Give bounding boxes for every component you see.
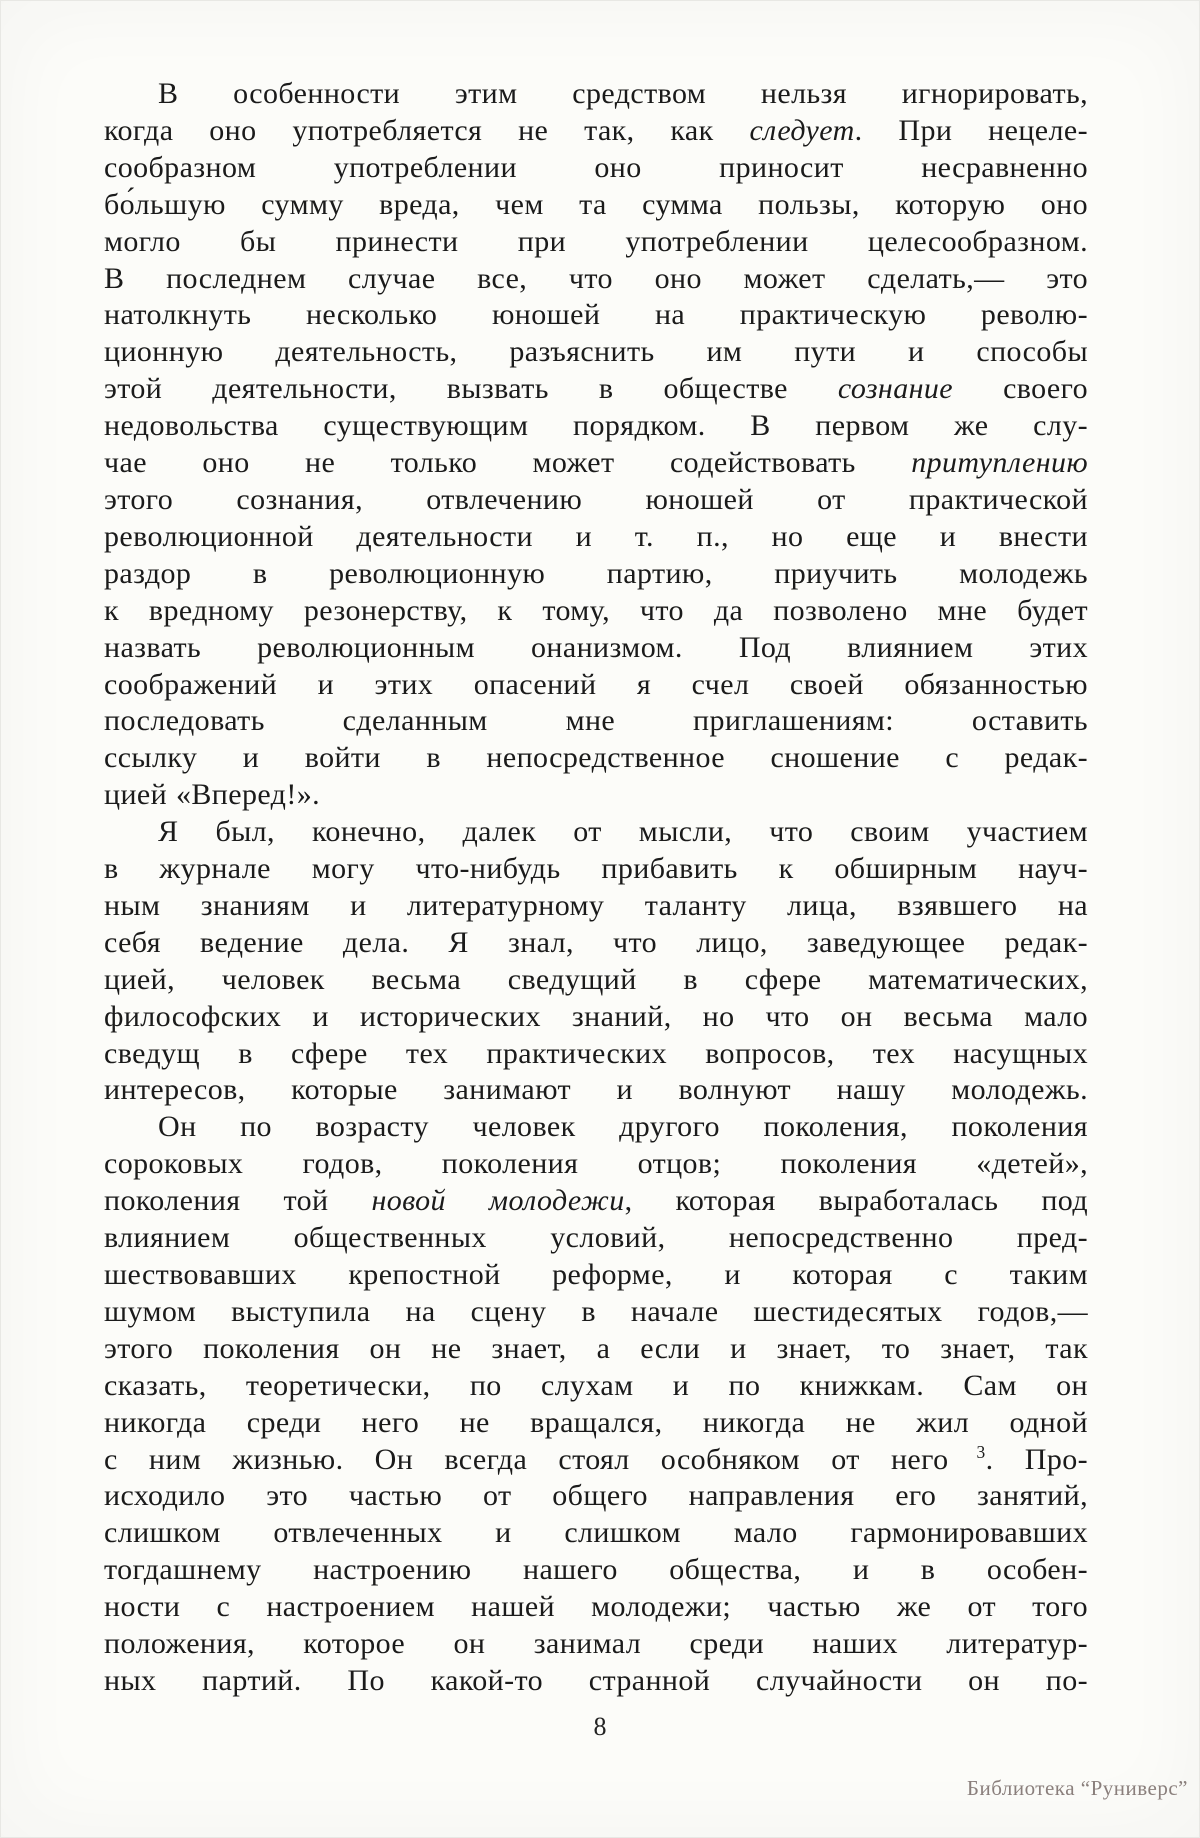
text-segment: Он по возрасту человек другого поколения, поколения	[158, 1110, 1088, 1144]
text-segment: влиянием общественных условий, непосредственно пред-	[104, 1221, 1088, 1255]
text-segment: последовать сделанным мне приглашениям: оставить	[104, 704, 1088, 738]
text-segment: могло бы принести при употреблении целесообразном.	[104, 224, 1088, 258]
text-line	[104, 1183, 1088, 1220]
text-segment: поколения той	[104, 1184, 372, 1218]
text-line	[104, 408, 1088, 445]
text-line	[104, 445, 1088, 482]
text-segment: сороковых годов, поколения отцов; поколения «детей»,	[104, 1147, 1088, 1181]
text-segment: когда оно употребляется не так, как	[104, 113, 750, 147]
text-line	[104, 1036, 1088, 1073]
text-line	[104, 999, 1088, 1036]
text-line	[104, 556, 1088, 593]
text-line	[104, 888, 1088, 925]
text-line	[104, 187, 1088, 224]
text-segment: философских и исторических знаний, но что он весьма мало	[104, 999, 1088, 1033]
text-line	[104, 1146, 1088, 1183]
text-segment: раздор в революционную партию, приучить молодежь	[104, 556, 1088, 590]
italic-text-segment: сознание	[837, 372, 954, 406]
text-line	[104, 925, 1088, 962]
text-line	[104, 593, 1088, 630]
text-line	[104, 1294, 1088, 1331]
text-segment: этого сознания, отвлечению юношей от практической	[104, 482, 1088, 516]
text-line	[104, 777, 1088, 814]
text-segment: революционной деятельности и т. п., но еще и внести	[104, 519, 1088, 553]
text-line	[104, 482, 1088, 519]
text-line	[104, 297, 1088, 334]
italic-text-segment: следует	[749, 113, 855, 147]
footnote-marker: 3	[948, 1441, 986, 1462]
text-segment: ности с настроением нашей молодежи; частью же от того	[104, 1590, 1088, 1624]
text-line	[104, 740, 1088, 777]
text-segment: сведущ в сфере тех практических вопросов, тех насущных	[104, 1036, 1088, 1070]
text-segment: натолкнуть несколько юношей на практическую револю-	[104, 298, 1088, 332]
text-segment: с ним жизнью. Он всегда стоял особняком от него	[104, 1442, 949, 1476]
text-segment: недовольства существующим порядком. В первом же слу-	[104, 409, 1088, 443]
text-segment: ционную деятельность, разъяснить им пути и способы	[104, 335, 1088, 369]
text-segment: исходило это частью от общего направления его занятий,	[104, 1479, 1088, 1513]
page-text-block	[104, 76, 1088, 1700]
library-watermark: Библиотека “Руниверс”	[966, 1776, 1188, 1800]
text-segment: ных партий. По какой-то странной случайности он по-	[104, 1663, 1088, 1697]
text-line	[104, 1663, 1088, 1700]
text-line	[104, 1405, 1088, 1442]
text-line	[104, 1442, 1088, 1479]
text-segment: в журнале могу что-нибудь прибавить к обширным науч-	[104, 852, 1088, 886]
text-segment: никогда среди него не вращался, никогда не жил одной	[104, 1405, 1088, 1439]
italic-text-segment: новой молодежи	[371, 1184, 625, 1218]
text-line	[104, 1072, 1088, 1109]
text-segment: этого поколения он не знает, а если и знает, то знает, так	[104, 1331, 1088, 1365]
text-segment: соображений и этих опасений я счел своей обязанностью	[104, 667, 1088, 701]
text-segment: шествовавших крепостной реформе, и которая с таким	[104, 1258, 1088, 1291]
text-segment: своего	[953, 372, 1088, 406]
text-segment: ным знаниям и литературному таланту лица, взявшего на	[104, 888, 1088, 922]
italic-text-segment: притуплению	[911, 446, 1088, 480]
text-segment: . Про-	[985, 1442, 1089, 1476]
text-line	[104, 703, 1088, 740]
text-line	[104, 851, 1088, 888]
text-line	[104, 371, 1088, 408]
text-line	[104, 1257, 1088, 1294]
text-line	[104, 814, 1088, 851]
text-line	[104, 1626, 1088, 1663]
text-line	[104, 1515, 1088, 1552]
text-line	[104, 1109, 1088, 1146]
text-segment: сообразном употреблении оно приносит несравненно	[104, 150, 1088, 184]
text-segment: , которая выработалась под	[624, 1184, 1089, 1218]
text-line	[104, 519, 1088, 556]
text-segment: положения, которое он занимал среди наших литератур-	[104, 1627, 1088, 1661]
text-segment: сказать, теоретически, по слухам и по книжкам. Сам он	[104, 1368, 1088, 1402]
text-segment: В последнем случае все, что оно может сделать,— это	[104, 261, 1088, 295]
text-line	[104, 1368, 1088, 1405]
text-line	[104, 113, 1088, 150]
text-line	[104, 334, 1088, 371]
text-segment: Я был, конечно, далек от мысли, что своим участием	[158, 815, 1088, 849]
text-segment: чае оно не только может содействовать	[104, 446, 912, 480]
text-segment: назвать революционным онанизмом. Под влиянием этих	[104, 630, 1088, 664]
text-line	[104, 1331, 1088, 1368]
text-segment: цией «Вперед!».	[104, 778, 321, 812]
text-line	[104, 667, 1088, 704]
text-line	[104, 224, 1088, 261]
text-segment: к вредному резонерству, к тому, что да позволено мне будет	[104, 593, 1088, 627]
text-segment: . При нецеле-	[854, 113, 1088, 147]
text-segment: ссылку и войти в непосредственное сношение с редак-	[104, 741, 1088, 775]
text-segment: бо́льшую сумму вреда, чем та сумма пользы, которую оно	[104, 187, 1088, 221]
text-line	[104, 1220, 1088, 1257]
text-line	[104, 1589, 1088, 1626]
text-segment: интересов, которые занимают и волнуют нашу молодежь.	[104, 1073, 1088, 1107]
text-segment: себя ведение дела. Я знал, что лицо, заведующее редак-	[104, 925, 1088, 959]
text-segment: В особенности этим средством нельзя игнорировать,	[158, 77, 1088, 110]
text-line	[104, 962, 1088, 999]
text-line	[104, 630, 1088, 667]
text-line	[104, 261, 1088, 298]
text-line	[104, 1552, 1088, 1589]
text-segment: шумом выступила на сцену в начале шестидесятых годов,—	[104, 1294, 1088, 1328]
text-line	[104, 76, 1088, 113]
text-line	[104, 1478, 1088, 1515]
text-segment: цией, человек весьма сведущий в сфере математических,	[104, 962, 1088, 996]
text-segment: слишком отвлеченных и слишком мало гармонировавших	[104, 1516, 1088, 1550]
text-segment: этой деятельности, вызвать в обществе	[104, 372, 838, 406]
text-line	[104, 150, 1088, 187]
page-number: 8	[593, 1712, 607, 1741]
text-segment: тогдашнему настроению нашего общества, и в особен-	[104, 1553, 1088, 1587]
